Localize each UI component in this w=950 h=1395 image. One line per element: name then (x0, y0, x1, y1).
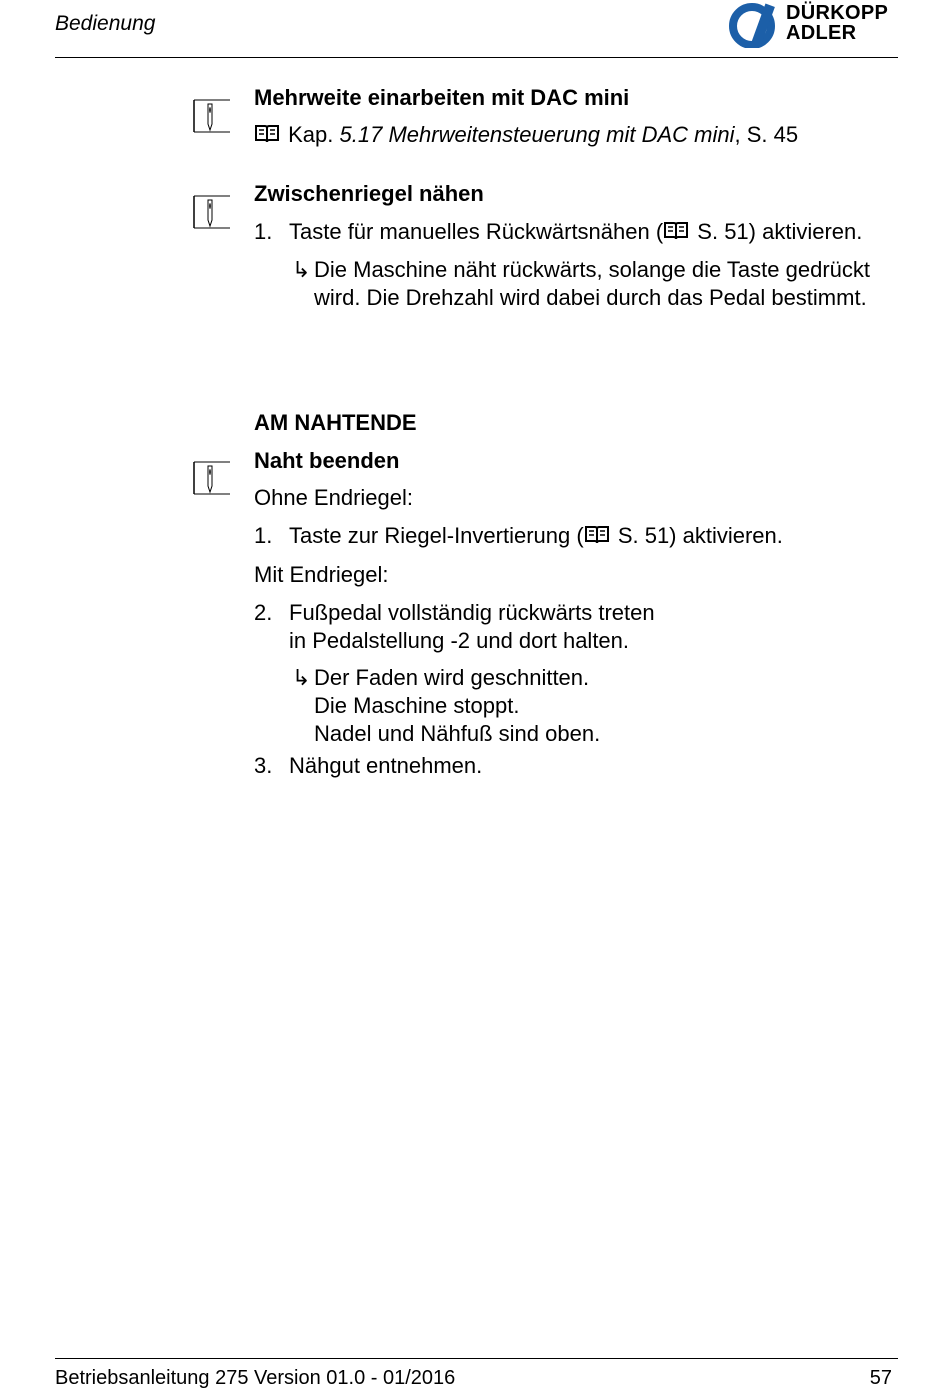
book-reference-icon (254, 124, 280, 144)
result-line-1: Der Faden wird geschnitten. (314, 665, 590, 690)
sewing-needle-icon (192, 192, 232, 232)
result-line-2: Die Maschine stoppt. (314, 693, 520, 718)
step-text-a: Taste für manuelles Rückwärtsnähen ( (289, 219, 664, 244)
sewing-needle-icon (192, 458, 232, 498)
reference-suffix: , S. 45 (734, 122, 799, 147)
step-text-a: Taste zur Riegel-Invertierung ( (289, 523, 584, 548)
result-line-1: Die Maschine näht rückwärts, solange die Taste gedrückt (314, 257, 870, 282)
step-number: 1. (254, 523, 273, 548)
reference-prefix: Kap. (288, 122, 334, 147)
step-number: 3. (254, 753, 273, 778)
step-text: Nähgut entnehmen. (289, 753, 483, 778)
mit-endriegel-label: Mit Endriegel: (254, 562, 389, 587)
footer-divider (55, 1358, 898, 1359)
reference-link[interactable]: 5.17 Mehrweitensteuerung mit DAC mini (339, 122, 735, 147)
step-text-b: S. 51) aktivieren. (617, 523, 783, 548)
result-arrow-icon: ↳ (292, 257, 311, 282)
mehrweite-heading: Mehrweite einarbeiten mit DAC mini (254, 85, 630, 110)
book-reference-icon (663, 221, 689, 241)
nahtende-result (292, 664, 600, 748)
duerkopp-adler-logo-icon (728, 2, 784, 48)
step-line-2: in Pedalstellung -2 und dort halten. (289, 628, 630, 653)
step-number: 2. (254, 600, 273, 625)
naht-beenden-heading: Naht beenden (254, 448, 400, 473)
step-line-1: Fußpedal vollständig rückwärts treten (289, 600, 655, 625)
logo-text-line1: DÜRKOPP (786, 2, 889, 24)
zwischenriegel-result (292, 256, 870, 312)
nahtende-step-1 (254, 523, 854, 551)
result-line-2: wird. Die Drehzahl wird dabei durch das Pedal bestimmt. (314, 285, 867, 310)
step-text-b: S. 51) aktivieren. (697, 219, 863, 244)
book-reference-icon (584, 525, 610, 545)
step-number: 1. (254, 219, 273, 244)
result-line-3: Nadel und Nähfuß sind oben. (314, 721, 601, 746)
footer-doc-info: Betriebsanleitung 275 Version 01.0 - 01/2016 (55, 1367, 456, 1389)
ohne-endriegel-label: Ohne Endriegel: (254, 485, 413, 510)
zwischenriegel-step-1 (254, 219, 894, 247)
brand-logo (728, 2, 900, 48)
nahtende-step-2 (254, 599, 854, 659)
section-heading-nahtende: AM NAHTENDE (254, 410, 417, 435)
sewing-needle-icon (192, 96, 232, 136)
mehrweite-reference (254, 122, 798, 148)
logo-text-line2: ADLER (786, 22, 857, 44)
result-arrow-icon: ↳ (292, 665, 311, 690)
header-divider (55, 57, 898, 58)
header-section-title: Bedienung (55, 12, 156, 35)
nahtende-step-3 (254, 753, 854, 781)
zwischenriegel-heading: Zwischenriegel nähen (254, 181, 484, 206)
page-number: 57 (869, 1367, 892, 1389)
